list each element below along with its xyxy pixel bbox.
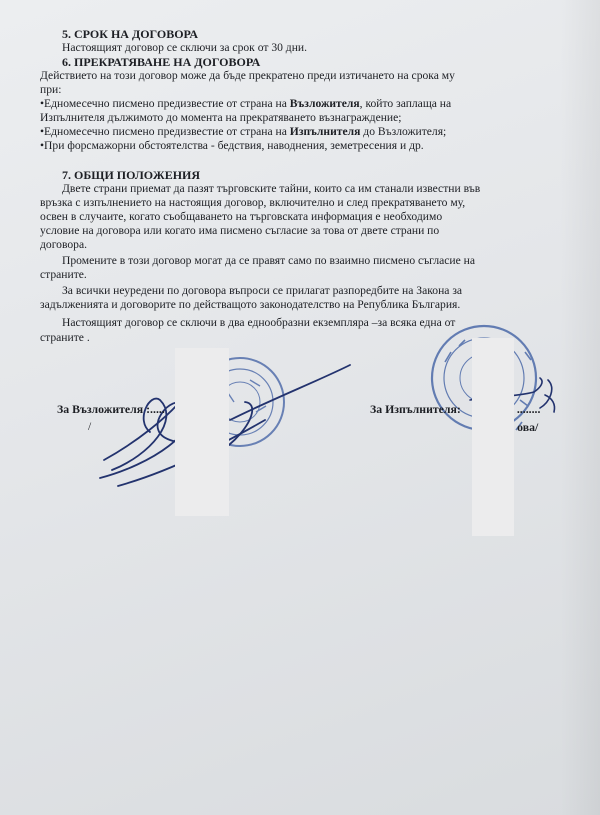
para-2-line-1: Промените в този договор могат да се правят само по взаимно писмено съгласие на: [62, 254, 476, 267]
page-edge-shadow: [560, 0, 600, 815]
left-signature-subline: /: [88, 420, 92, 433]
para-3-line-2: задълженията и договорите по действащото законодателство на Република България.: [40, 298, 461, 311]
para-3-line-1: За всички неуредени по договора въпроси се прилагат разпоредбите на Закона за: [62, 284, 463, 297]
para-4-line-2: страните .: [40, 331, 90, 344]
section-6-intro: Действието на този договор може да бъде прекратено преди изтичането на срока му: [40, 69, 455, 82]
para-1-line-5: договора.: [40, 238, 87, 251]
right-signature-label: [370, 402, 540, 416]
para-1-line-3: освен в случаите, когато съобщаването на търговската информация е необходимо: [40, 210, 443, 223]
bullet-2-post: до Възложителя;: [360, 125, 447, 138]
left-label-text: За Възложителя :.....: [57, 402, 165, 416]
section-6-title: 6. ПРЕКРАТЯВАНЕ НА ДОГОВОРА: [62, 55, 261, 69]
redaction-box-left: [175, 348, 229, 516]
para-4-line-1: Настоящият договор се сключи в два еднообразни екземпляра –за всяка една от: [62, 316, 456, 329]
bullet-1-cont: Изпълнителя дължимото до момента на прекратяването възнаграждение;: [40, 111, 402, 124]
right-sub-2: ова/: [517, 420, 539, 434]
para-1-line-1: Двете страни приемат да пазят търговските тайни, които са им станали известни във: [62, 182, 481, 195]
para-1-line-2: връзка с изпълнението на настоящия договор, включително и след прекратяването му,: [40, 196, 466, 209]
bullet-1-bold: Възложителя: [289, 97, 360, 110]
para-1-line-4: условие на договора или когато има писмено съгласие за това от двете страни по: [40, 224, 440, 237]
redaction-box-right: [472, 338, 514, 536]
section-7-title: 7. ОБЩИ ПОЛОЖЕНИЯ: [62, 168, 201, 182]
right-label-text: За Изпълнителя:: [370, 402, 461, 416]
section-5-title: 5. СРОК НА ДОГОВОРА: [62, 27, 199, 41]
section-5-text: Настоящият договор се сключи за срок от 30 дни.: [62, 41, 308, 54]
bullet-1-pre: •Едномесечно писмено предизвестие от страна на: [40, 97, 290, 110]
section-6-intro-cont: при:: [40, 83, 62, 96]
bullet-1-post: , който заплаща на: [359, 97, 452, 110]
para-2-line-2: страните.: [40, 268, 87, 281]
bullet-2-pre: •Едномесечно писмено предизвестие от страна на: [40, 125, 290, 138]
right-label-dots: ........: [516, 402, 541, 416]
bullet-2-bold: Изпълнителя: [289, 125, 361, 138]
bullet-3: •При форсмажорни обстоятелства - бедствия, наводнения, земетресения и др.: [40, 139, 424, 152]
